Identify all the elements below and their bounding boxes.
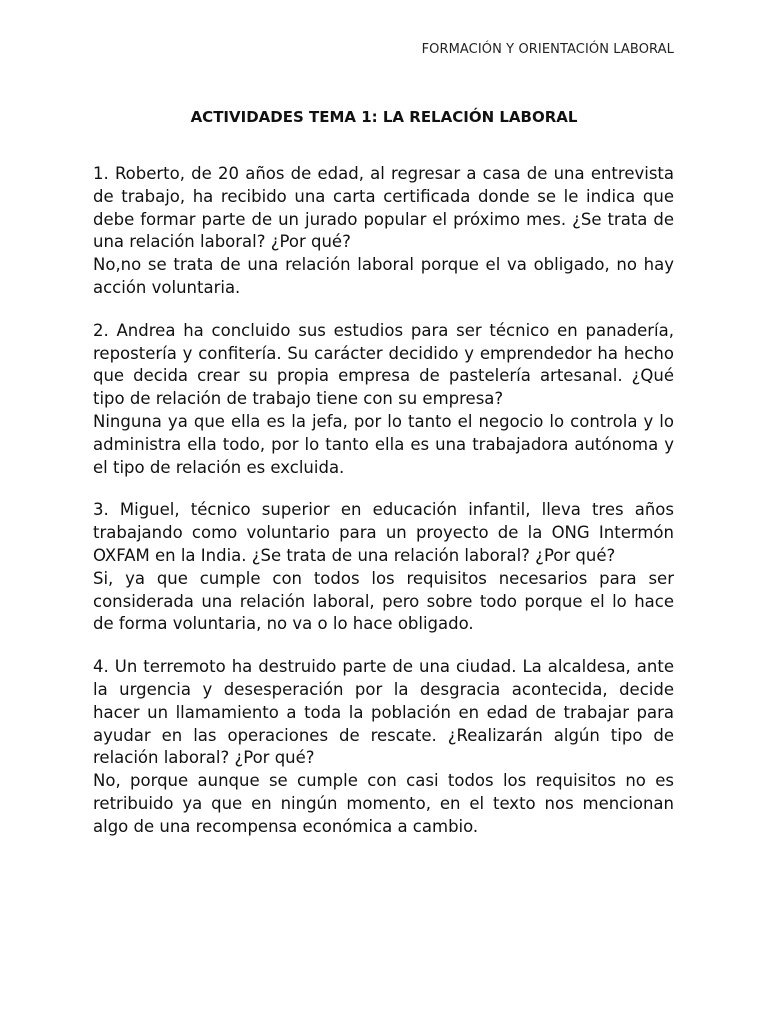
document-body <box>93 163 674 859</box>
activity-item <box>93 499 674 636</box>
activity-answer: No,no se trata de una relación laboral porque el va obligado, no hay acción voluntaria. <box>93 255 674 297</box>
activity-answer: Ninguna ya que ella es la jefa, por lo tanto el negocio lo controla y lo administra ella todo, por lo tanto ella es una trabajadora autónoma y el tipo de relación es excluida. <box>93 411 674 477</box>
activity-item <box>93 320 674 480</box>
activity-answer: No, porque aunque se cumple con casi todos los requisitos no es retribuido ya que en ningún momento, en el texto nos mencionan algo de una recompensa económica a cambio. <box>93 771 674 836</box>
activity-question: 3. Miguel, técnico superior en educación infantil, lleva tres años trabajando como voluntario para un proyecto de la ONG Intermón OXFAM en la India. ¿Se trata de una relación laboral? ¿Por qué? <box>93 500 674 565</box>
page-header: FORMACIÓN Y ORIENTACIÓN LABORAL <box>421 42 674 57</box>
activity-question: 1. Roberto, de 20 años de edad, al regresar a casa de una entrevista de trabajo, ha recibido una carta certificada donde se le indica que debe formar parte de un jurado popular el próximo mes. ¿Se trata de una relación laboral? ¿Por qué? <box>93 164 674 252</box>
activity-answer: Si, ya que cumple con todos los requisitos necesarios para ser considerada una relación laboral, pero sobre todo porque el lo hace de forma voluntaria, no va o lo hace obligado. <box>93 568 674 634</box>
activity-question: 2. Andrea ha concluido sus estudios para ser técnico en panadería, repostería y confitería. Su carácter decidido y emprendedor ha hecho que decida crear su propia empresa de pastelería artesanal. ¿Qué tipo de relación de trabajo tiene con su empresa? <box>93 320 674 409</box>
activity-question: 4. Un terremoto ha destruido parte de una ciudad. La alcaldesa, ante la urgencia y desesperación por la desgracia acontecida, decide hacer un llamamiento a toda la población en edad de trabajar para ayudar en las operaciones de rescate. ¿Realizarán algún tipo de relación laboral? ¿Por qué? <box>93 657 674 768</box>
document-title: ACTIVIDADES TEMA 1: LA RELACIÓN LABORAL <box>190 108 578 126</box>
activity-item <box>93 656 674 838</box>
activity-item <box>93 163 674 300</box>
